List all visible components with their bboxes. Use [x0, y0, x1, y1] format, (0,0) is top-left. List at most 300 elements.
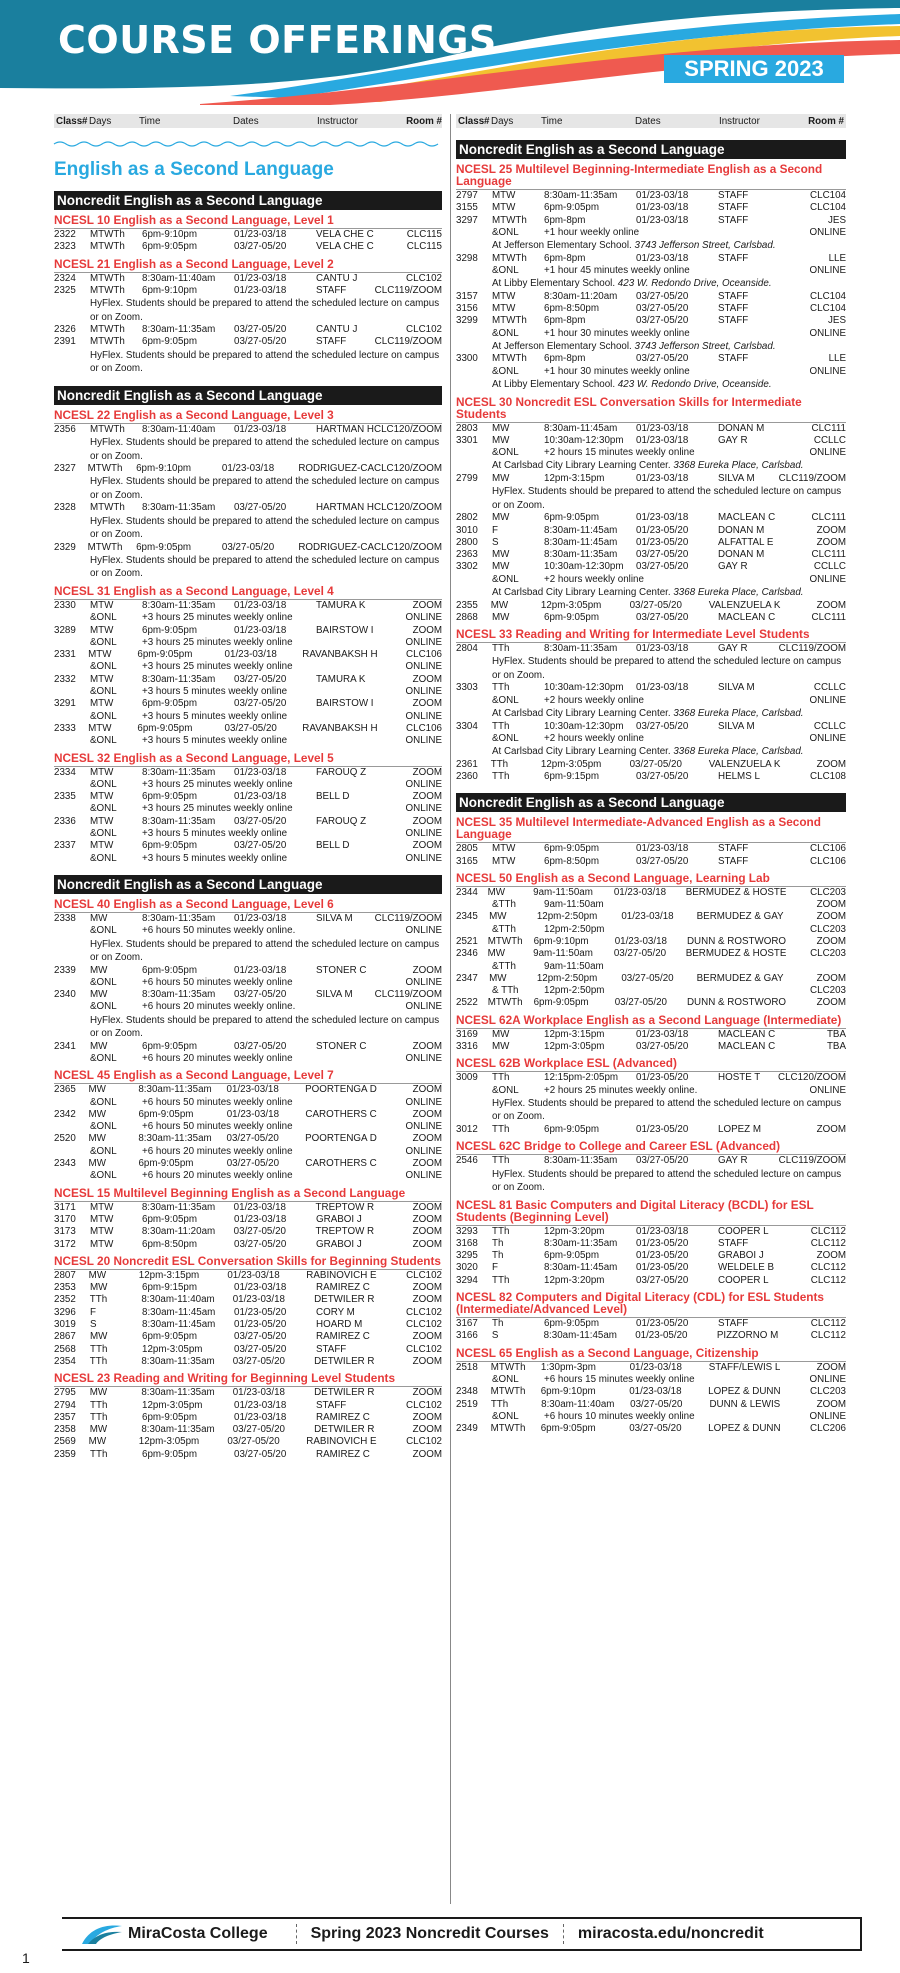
class-time: 8:30am-11:45am — [142, 1306, 216, 1318]
online-label: &ONL — [492, 447, 519, 459]
class-number: 2797 — [456, 190, 478, 201]
section-row[interactable] — [456, 1362, 846, 1374]
section-row[interactable] — [456, 1330, 846, 1342]
section-row[interactable] — [456, 600, 846, 612]
section-row[interactable] — [456, 1262, 846, 1274]
online-hours-row — [456, 1085, 846, 1097]
section-row[interactable] — [456, 643, 846, 655]
course-listing — [456, 816, 846, 868]
section-row[interactable] — [54, 965, 442, 977]
section-row[interactable] — [54, 1041, 442, 1053]
class-instructor: COOPER L — [718, 1225, 769, 1237]
class-room: CLC203 — [810, 923, 846, 935]
course-title: NCESL 21 English as a Second Language, Level 2 — [54, 258, 442, 273]
class-instructor: BELL D — [316, 840, 350, 852]
class-dates: 01/23-03/18 — [226, 1084, 279, 1096]
online-hours-row — [456, 447, 846, 459]
class-time: 6pm-9:05pm — [544, 611, 599, 623]
class-room: ZOOM — [412, 1040, 442, 1052]
header-time: Time — [139, 115, 161, 127]
class-days: Th — [492, 1237, 504, 1249]
class-time: 12pm-3:05pm — [540, 599, 602, 611]
class-dates: 01/23-05/20 — [636, 1237, 689, 1249]
section-row[interactable] — [456, 721, 846, 733]
online-hours: +1 hour 45 minutes weekly online — [544, 264, 690, 276]
section-row[interactable] — [54, 1344, 442, 1356]
section-row[interactable] — [456, 549, 846, 561]
section-row[interactable] — [54, 1133, 442, 1145]
section-row[interactable] — [456, 771, 846, 783]
section-row[interactable] — [456, 1226, 846, 1238]
section-row[interactable] — [456, 1124, 846, 1136]
class-time: 10:30am-12:30pm — [544, 720, 624, 732]
section-row[interactable] — [456, 759, 846, 771]
class-time: 8:30am-11:35am — [141, 1201, 216, 1213]
section-row[interactable] — [54, 1084, 442, 1096]
class-time: 6pm-9:05pm — [142, 241, 197, 253]
class-room: ZOOM — [816, 758, 846, 770]
course-title: NCESL 35 Multilevel Intermediate-Advanced English as a Second Language — [456, 816, 846, 843]
class-room: CLC111 — [811, 549, 846, 561]
class-number: 2520 — [54, 1133, 76, 1145]
section-row[interactable] — [456, 423, 846, 435]
section-row[interactable] — [54, 1307, 442, 1319]
section-row[interactable] — [54, 1109, 442, 1121]
online-hours-row — [54, 1121, 442, 1133]
class-time: 8:30am-11:35am — [142, 815, 216, 827]
course-listing — [54, 898, 442, 1065]
section-row[interactable] — [456, 353, 846, 365]
group-title-bar: Noncredit English as a Second Language — [456, 793, 846, 812]
class-room: CLC106 — [406, 649, 442, 661]
class-time: 6pm-8pm — [544, 353, 586, 365]
group-title-bar: Noncredit English as a Second Language — [456, 140, 846, 159]
course-title: NCESL 62B Workplace ESL (Advanced) — [456, 1057, 846, 1072]
class-dates: 03/27-05/20 — [232, 1424, 285, 1436]
section-row[interactable] — [456, 512, 846, 524]
class-instructor: HARTMAN H — [315, 502, 374, 514]
class-dates: 01/23-05/20 — [636, 524, 689, 536]
section-row[interactable] — [54, 1282, 442, 1294]
course-group — [456, 140, 846, 783]
spacer — [456, 447, 492, 459]
section-row[interactable] — [456, 190, 846, 202]
section-row[interactable] — [54, 1424, 442, 1436]
class-time: 12pm-3:20pm — [544, 1225, 605, 1237]
class-number: 2358 — [54, 1424, 76, 1436]
section-row[interactable] — [54, 791, 442, 803]
class-dates: 03/27-05/20 — [234, 989, 287, 1001]
section-row[interactable] — [456, 1275, 846, 1287]
class-instructor: STAFF/LEWIS L — [708, 1361, 781, 1373]
note-text: HyFlex. Students should be prepared to attend the scheduled lecture on campus or on Zoom. — [90, 938, 440, 963]
class-dates: 03/27-05/20 — [614, 997, 667, 1009]
section-row[interactable] — [54, 723, 442, 735]
class-number: 2329 — [54, 541, 76, 553]
section-row[interactable] — [456, 1318, 846, 1330]
online-room: ONLINE — [405, 686, 442, 698]
class-room: CLC119/ZOOM — [778, 643, 846, 655]
online-label: &ONL — [90, 1001, 117, 1013]
section-row[interactable] — [456, 843, 846, 855]
section-row[interactable] — [54, 324, 442, 336]
section-row[interactable] — [54, 698, 442, 710]
course-listing — [54, 752, 442, 865]
class-dates: 03/27-05/20 — [232, 1355, 285, 1367]
online-label: &ONL — [492, 1084, 519, 1096]
section-row[interactable] — [54, 285, 442, 297]
class-days: MTWTh — [89, 502, 125, 514]
spacer — [54, 828, 90, 840]
class-days: &TTh — [492, 960, 516, 972]
class-days: TTh — [490, 1398, 509, 1410]
class-number: 2803 — [456, 422, 478, 434]
class-room: CLC115 — [406, 241, 442, 253]
class-number: 3171 — [54, 1201, 76, 1213]
spacer — [456, 366, 492, 378]
section-row[interactable] — [54, 542, 442, 554]
section-row[interactable] — [456, 682, 846, 694]
section-row[interactable] — [54, 989, 442, 1001]
class-dates: 01/23-05/20 — [636, 1072, 689, 1084]
section-row[interactable] — [54, 1436, 442, 1448]
class-time: 8:30am-11:20am — [544, 290, 618, 302]
class-time: 6pm-8:50pm — [544, 855, 599, 867]
class-dates: 01/23-03/18 — [234, 624, 287, 636]
class-room: ZOOM — [816, 1361, 846, 1373]
note-text: At Libby Elementary School. — [492, 379, 618, 391]
class-instructor: RODRIGUEZ-CA — [298, 541, 374, 553]
online-room: ONLINE — [809, 447, 846, 459]
class-room: ZOOM — [412, 624, 442, 636]
class-days: MTW — [492, 843, 516, 855]
class-dates: 01/23-03/18 — [232, 1387, 285, 1399]
class-time: 6pm-9:05pm — [544, 843, 599, 855]
class-room: CCLLC — [813, 561, 846, 573]
class-days: & TTh — [492, 985, 519, 997]
class-time: 6pm-9:05pm — [544, 202, 599, 214]
online-hours-row — [456, 366, 846, 378]
class-time: 6pm-9:10pm — [540, 1386, 596, 1398]
online-hours: +3 hours 25 minutes weekly online — [142, 661, 293, 673]
section-row[interactable] — [54, 1214, 442, 1226]
section-row[interactable] — [54, 241, 442, 253]
online-hours: +3 hours 25 minutes weekly online — [142, 636, 293, 648]
online-hours-row — [54, 803, 442, 815]
class-room: CLC119/ZOOM — [374, 336, 442, 348]
section-row[interactable] — [456, 1155, 846, 1167]
spacer — [456, 328, 492, 340]
online-label: &ONL — [90, 852, 117, 864]
class-room: CLC106 — [810, 843, 846, 855]
class-instructor: CANTU J — [316, 324, 358, 336]
section-row[interactable] — [456, 435, 846, 447]
class-instructor: STONER C — [316, 1040, 367, 1052]
class-number: 2334 — [54, 766, 76, 778]
class-instructor: DUNN & ROSTWORO — [686, 935, 787, 947]
class-room — [778, 961, 846, 973]
class-dates: 03/27-05/20 — [234, 840, 287, 852]
class-days: &TTh — [492, 923, 516, 935]
class-time: 8:30am-11:40am — [141, 1294, 215, 1306]
note-address: 3368 Eureka Place, Carlsbad. — [673, 708, 804, 720]
class-room: ZOOM — [816, 1250, 846, 1262]
online-hours: +2 hours 25 minutes weekly online. — [544, 1084, 698, 1096]
section-row[interactable] — [54, 649, 442, 661]
footer-url[interactable]: miracosta.edu/noncredit — [577, 1925, 764, 1942]
section-row[interactable] — [456, 856, 846, 868]
class-room: ZOOM — [412, 1226, 442, 1238]
class-dates: 03/27-05/20 — [629, 1423, 682, 1435]
section-row[interactable] — [456, 202, 846, 214]
online-label: &ONL — [492, 694, 519, 706]
section-row[interactable] — [456, 1029, 846, 1041]
class-room: ZOOM — [412, 1158, 442, 1170]
online-label: &ONL — [492, 264, 519, 276]
course-title: NCESL 33 Reading and Writing for Intermediate Level Students — [456, 628, 846, 643]
class-dates: 01/23-03/18 — [234, 791, 287, 803]
class-instructor: WELDELE B — [718, 1262, 775, 1274]
section-row[interactable] — [456, 561, 846, 573]
course-title: NCESL 15 Multilevel Beginning English as a Second Language — [54, 1187, 442, 1202]
page-number: 1 — [22, 1950, 30, 1966]
class-instructor: RAVANBAKSH H — [302, 649, 378, 661]
class-days: MW — [90, 964, 108, 976]
class-room: ZOOM — [412, 1282, 442, 1294]
class-room: ZOOM — [412, 1387, 442, 1399]
section-row[interactable] — [54, 502, 442, 514]
section-row[interactable] — [456, 1399, 846, 1411]
class-time: 6pm-9:05pm — [142, 1331, 197, 1343]
class-days: MTW — [492, 303, 516, 315]
class-room: CLC203 — [810, 985, 846, 997]
class-room: CLC112 — [810, 1318, 846, 1330]
class-number: 3301 — [456, 434, 478, 446]
class-instructor: STONER C — [316, 964, 367, 976]
class-number: 2359 — [54, 1448, 76, 1460]
note-text: HyFlex. Students should be prepared to attend the scheduled lecture on campus or on Zoom. — [492, 656, 842, 681]
class-room: ZOOM — [412, 1411, 442, 1423]
class-room: CLC104 — [810, 202, 846, 214]
class-room: ZOOM — [412, 1201, 442, 1213]
section-row[interactable] — [456, 612, 846, 624]
online-hours: +2 hours weekly online — [544, 694, 644, 706]
class-instructor: POORTENGA D — [305, 1084, 377, 1096]
class-days: MTWTh — [89, 423, 125, 435]
online-room: ONLINE — [809, 1084, 846, 1096]
class-number: 2344 — [456, 886, 478, 898]
class-days: MW — [489, 972, 507, 984]
section-row[interactable] — [54, 625, 442, 637]
class-number: 3020 — [456, 1262, 478, 1274]
class-number: 2340 — [54, 989, 76, 1001]
online-hours-row — [456, 695, 846, 707]
online-hours: +3 hours 5 minutes weekly online — [142, 828, 288, 840]
class-number: 2355 — [456, 599, 478, 611]
class-dates: 03/27-05/20 — [234, 1343, 287, 1355]
spacer — [54, 1053, 90, 1065]
class-days: Th — [492, 1250, 504, 1262]
class-room: CLC120/ZOOM — [374, 463, 443, 475]
spacer — [456, 961, 492, 973]
online-label: &ONL — [90, 636, 117, 648]
class-number: 3012 — [456, 1123, 478, 1135]
spacer — [718, 985, 778, 997]
class-room: JES — [828, 315, 846, 327]
section-row[interactable] — [456, 291, 846, 303]
class-days: TTh — [89, 1294, 108, 1306]
online-room: ONLINE — [405, 1145, 442, 1157]
course-title: NCESL 31 English as a Second Language, Level 4 — [54, 585, 442, 600]
class-dates: 03/27-05/20 — [630, 1398, 683, 1410]
note-text: HyFlex. Students should be prepared to attend the scheduled lecture on campus or on Zoom. — [492, 486, 842, 511]
section-row[interactable] — [54, 1239, 442, 1251]
section-row[interactable] — [456, 911, 846, 923]
class-room: ZOOM — [816, 972, 846, 984]
course-title: NCESL 50 English as a Second Language, Learning Lab — [456, 872, 846, 887]
class-dates: 01/23-03/18 — [636, 512, 689, 524]
section-row[interactable] — [54, 1202, 442, 1214]
section-row[interactable] — [456, 1072, 846, 1084]
online-label: &ONL — [90, 976, 117, 988]
class-instructor: STAFF — [316, 1343, 347, 1355]
section-row[interactable] — [54, 767, 442, 779]
section-row[interactable] — [54, 1449, 442, 1461]
class-days: MTW — [90, 815, 114, 827]
section-row[interactable] — [54, 840, 442, 852]
section-row[interactable] — [54, 1294, 442, 1306]
class-number: 2391 — [54, 336, 76, 348]
section-row[interactable] — [54, 273, 442, 285]
section-row[interactable] — [456, 887, 846, 899]
section-row[interactable] — [456, 315, 846, 327]
class-dates: 03/27-05/20 — [636, 290, 689, 302]
class-number: 3316 — [456, 1041, 478, 1053]
online-hours-row — [54, 1001, 442, 1013]
section-row[interactable] — [54, 1319, 442, 1331]
class-number: 2354 — [54, 1355, 76, 1367]
section-row[interactable] — [456, 1423, 846, 1435]
class-instructor: TAMURA K — [316, 599, 366, 611]
class-room: CLC203 — [810, 886, 847, 898]
class-time: 8:30am-11:45am — [543, 1330, 617, 1342]
class-days: MTW — [492, 202, 516, 214]
class-days: MTW — [90, 698, 114, 710]
section-row[interactable] — [456, 215, 846, 227]
note-text: HyFlex. Students should be prepared to attend the scheduled lecture on campus or on Zoom. — [492, 1097, 842, 1123]
section-row[interactable] — [54, 1331, 442, 1343]
section-row[interactable] — [456, 1386, 846, 1398]
class-time: 1:30pm-3pm — [540, 1361, 596, 1373]
class-dates: 01/23-03/18 — [636, 202, 689, 214]
section-row[interactable] — [54, 913, 442, 925]
section-row[interactable] — [54, 1226, 442, 1238]
online-room: ONLINE — [405, 778, 442, 790]
section-row[interactable] — [456, 1250, 846, 1262]
section-row[interactable] — [54, 674, 442, 686]
section-row[interactable] — [456, 253, 846, 265]
section-row[interactable] — [54, 1387, 442, 1399]
section-row[interactable] — [54, 1356, 442, 1368]
section-row[interactable] — [456, 537, 846, 549]
class-time: 6pm-9:05pm — [544, 1250, 599, 1262]
class-number: 2569 — [54, 1436, 76, 1448]
class-room: CLC111 — [811, 512, 846, 524]
section-row[interactable] — [456, 525, 846, 537]
class-days: S — [491, 1330, 499, 1342]
class-days: MW — [90, 1040, 108, 1052]
class-room: CLC119/ZOOM — [374, 989, 442, 1001]
class-instructor: GAY R — [718, 643, 748, 655]
class-dates: 03/27-05/20 — [226, 1158, 280, 1170]
class-number: 3291 — [54, 698, 76, 710]
class-room: CLC112 — [810, 1274, 846, 1286]
class-number: 3167 — [456, 1318, 478, 1330]
section-row[interactable] — [54, 1270, 442, 1282]
section-row[interactable] — [54, 229, 442, 241]
class-instructor: STAFF — [718, 252, 749, 264]
section-row[interactable] — [54, 1400, 442, 1412]
section-row[interactable] — [54, 816, 442, 828]
section-row[interactable] — [54, 424, 442, 436]
class-dates: 03/27-05/20 — [629, 599, 682, 611]
note-text: At Carlsbad City Library Learning Center. — [492, 708, 674, 720]
section-row[interactable] — [54, 463, 442, 475]
course-group — [456, 793, 846, 1435]
class-days: Th — [492, 1318, 504, 1330]
section-row[interactable] — [54, 600, 442, 612]
section-row[interactable] — [456, 1041, 846, 1053]
section-note — [456, 378, 846, 392]
class-instructor: SILVA M — [718, 720, 755, 732]
note-text: At Jefferson Elementary School. — [492, 340, 635, 352]
section-row[interactable] — [54, 1158, 442, 1170]
class-number: 3155 — [456, 202, 478, 214]
spacer — [54, 1146, 90, 1158]
online-hours-row — [54, 1097, 442, 1109]
section-row[interactable] — [456, 303, 846, 315]
class-number: 2345 — [456, 911, 478, 923]
section-row[interactable] — [456, 973, 846, 985]
section-row[interactable] — [456, 936, 846, 948]
class-dates: 01/23-03/18 — [636, 472, 689, 484]
class-instructor: DUNN & LEWIS — [709, 1398, 781, 1410]
course-listing — [54, 258, 442, 376]
class-number: 2360 — [456, 770, 478, 782]
section-row[interactable] — [456, 948, 846, 960]
class-time: 12pm-3:05pm — [540, 758, 602, 770]
section-row[interactable] — [54, 1412, 442, 1424]
class-room: CLC106 — [810, 855, 846, 867]
class-dates: 01/23-03/18 — [636, 252, 689, 264]
online-label: &ONL — [492, 573, 519, 585]
class-days: TTh — [90, 1399, 108, 1411]
class-room: CLC106 — [406, 722, 442, 734]
section-row[interactable] — [54, 336, 442, 348]
section-note — [456, 485, 846, 512]
class-room: ZOOM — [816, 911, 846, 923]
section-row[interactable] — [456, 473, 846, 485]
class-room: LLE — [828, 353, 846, 365]
note-text: HyFlex. Students should be prepared to attend the scheduled lecture on campus or on Zoom. — [90, 476, 440, 501]
class-time: 6pm-8pm — [544, 214, 586, 226]
class-room: CLC104 — [810, 290, 846, 302]
class-room: ZOOM — [412, 1424, 442, 1436]
class-number: 2365 — [54, 1084, 76, 1096]
online-hours: +6 hours 50 minutes weekly online — [142, 1096, 293, 1108]
section-row[interactable] — [456, 997, 846, 1009]
section-row[interactable] — [456, 1238, 846, 1250]
